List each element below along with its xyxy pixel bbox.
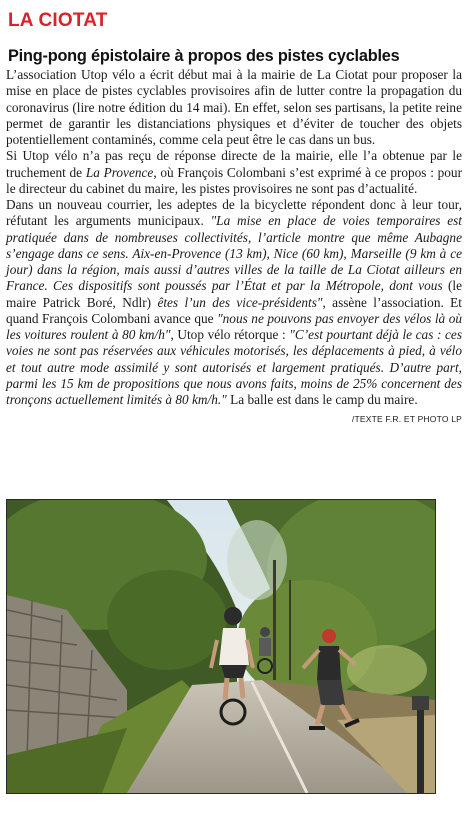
paragraph-1: L’association Utop vélo a écrit début mai à la mairie de La Ciotat pour proposer la mise en place de pistes cyclables provisoires afin de lutter contre la propagation du coronavirus (lire notre édition du 14 mai). En effet, selon ses partisans, la petite reine permet de garantir les distanciations physiques et d’éviter de toucher des objets potentiellement contaminés, comme cela peut être le cas dans un bus. <box>6 67 462 147</box>
photo-illustration <box>7 500 435 793</box>
bike-path-photo <box>6 499 436 794</box>
quote-1-end: êtes l’un des vice-présidents" <box>157 294 323 310</box>
quote-3: "C’est pourtant déjà le cas : ces voies ne sont pas réservées aux véhicules motorisés, les déplacements à pied, à vélo et tout autre mode assimilé y sont autorisés et largement pratiqués. D’autre part, parmi les 15 km de propositions que nous avons faits, moins de 25% concernent des tronçons actuellement limités à 80 km/h." <box>6 327 462 407</box>
paragraph-2: Si Utop vélo n’a pas reçu de réponse directe de la mairie, elle l’a obtenue par le truchement de La Provence, où François Colombani s’est exprimé à ce propos : pour le directeur du cabinet du maire, les pistes provisoires ne sont pas d’actualité. <box>6 148 462 196</box>
section-title: LA CIOTAT <box>8 10 108 31</box>
quote-2: "nous ne pouvons pas envoyer des vélos là où les voitures roulent à 80 km/h" <box>6 310 463 342</box>
photo-credit: /TEXTE F.R. ET PHOTO LP <box>351 414 462 425</box>
article-body <box>6 67 462 428</box>
paragraph-3: Dans un nouveau courrier, les adeptes de la bicyclette répondent donc à leur tour, réfutant les arguments municipaux. "La mise en place de voies temporaires est pratiquée dans de nombreuses collectivités, l’article montre que même Aubagne s’engage dans ce sens. Aix-en-Provence (13 km), Nice (60 km), Marseille (9 km à ce jour) dans la région, mais aussi d’autres villes de la taille de La Ciotat ailleurs en France. Ces dispositifs sont poussés par l’État et par la Métropole, dont vous (le maire Patrick Boré, Ndlr) êtes l’un des vice-présidents", assène l’association. Et quand François Colombani avance que "nous ne pouvons pas envoyer des vélos là où les voitures roulent à 80 km/h", Utop vélo rétorque : "C’est pourtant déjà le cas : ces voies ne sont pas réservées aux véhicules motorisés, les déplacements à pied, à vélo et tout autre mode assimilé y sont autorisés et largement pratiqués. D’autre part, parmi les 15 km de propositions que nous avons faits, moins de 25% concernent des tronçons actuellement limités à 80 km/h." La balle est dans le camp du maire. /TEXTE F.R. ET PHOTO LP <box>6 197 462 408</box>
newspaper-name: La Provence <box>85 164 154 180</box>
quote-1: "La mise en place de voies temporaires est pratiquée dans de nombreuses collectivités, l’article montre que même Aubagne s’engage dans ce sens. Aix-en-Provence (13 km), Nice (60 km), Marseille (9 km à ce jour) dans la région, mais aussi d’autres villes de la taille de La Ciotat ailleurs en France. Ces dispositifs sont poussés par l’État et par la Métropole, dont vous <box>6 213 462 294</box>
article-headline: Ping-pong épistolaire à propos des pistes cyclables <box>8 47 400 65</box>
